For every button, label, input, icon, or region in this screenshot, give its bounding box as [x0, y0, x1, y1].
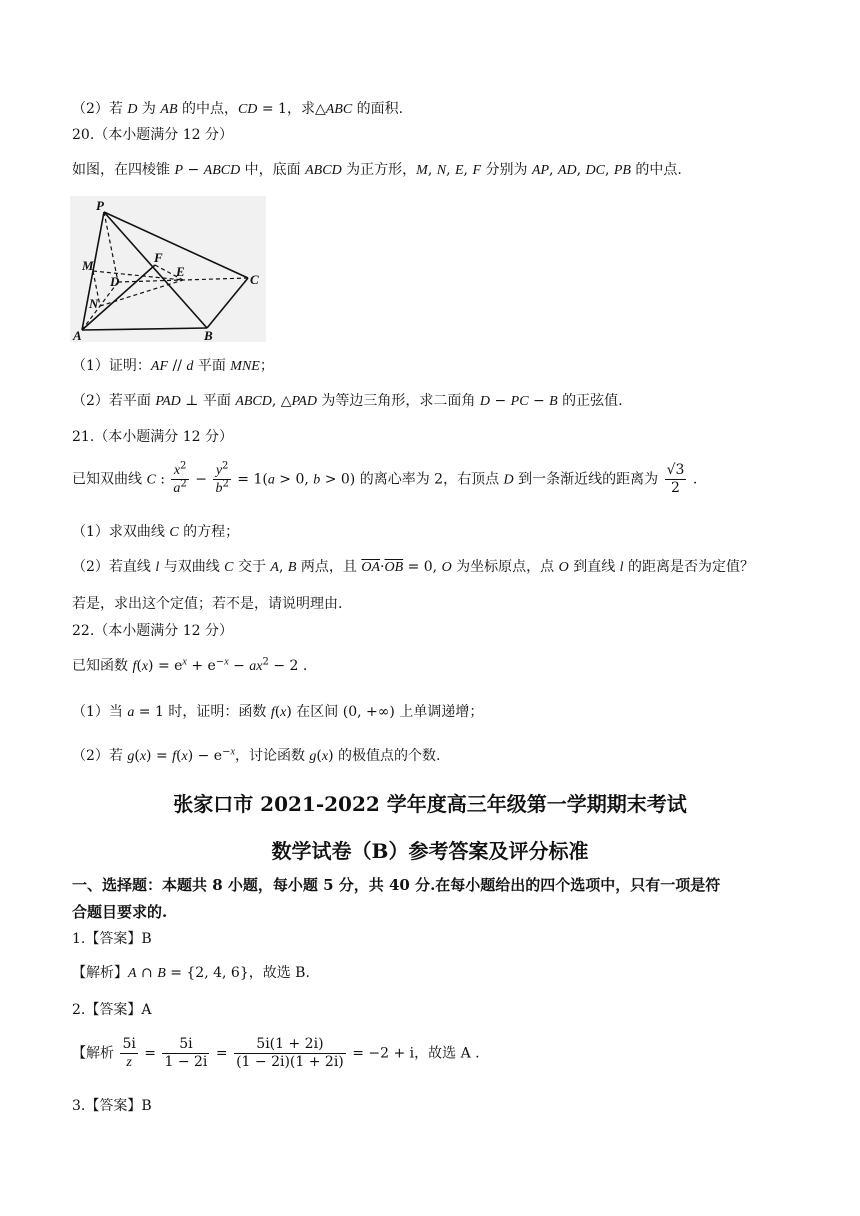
- answer-title: 张家口市 2021-2022 学年度高三年级第一学期期末考试: [173, 792, 687, 816]
- section1-heading-1: 一、选择题：本题共 8 小题，每小题 5 分，共 40 分.在每小题给出的四个选项中，只有一项是符: [72, 876, 721, 894]
- q22-header: 22.（本小题满分 12 分）: [72, 623, 233, 639]
- label-D: D: [110, 274, 120, 289]
- q21-stem: 已知双曲线 C : $\frac{x^2}{a^2}$ − $\frac{y^2}{b^2}$ = 1(a > 0, b > 0) 的离心率为 2，右顶点 D 到一条渐近线的距离为 $\frac{√3}{2}$ .: [72, 460, 698, 496]
- label-N: N: [89, 296, 99, 311]
- q20-stem: 如图，在四棱锥 P − ABCD 中，底面 ABCD 为正方形，M, N, E, F 分别为 AP, AD, DC, PB 的中点.: [72, 162, 682, 178]
- answer-subtitle: 数学试卷（B）参考答案及评分标准: [271, 839, 589, 863]
- q20-part2: （2）若平面 PAD ⊥ 平面 ABCD, △PAD 为等边三角形，求二面角 D − PC − B 的正弦值.: [72, 393, 623, 409]
- label-A: A: [73, 328, 82, 342]
- q19-part2: （2）若 D 为 AB 的中点，CD = 1，求△ABC 的面积.: [72, 101, 404, 117]
- label-C: C: [250, 272, 259, 287]
- q21-header: 21.（本小题满分 12 分）: [72, 429, 233, 445]
- answer-1-label: 1.【答案】B: [72, 931, 152, 947]
- q20-header: 20.（本小题满分 12 分）: [72, 127, 233, 143]
- q21-part2-cont: 若是，求出这个定值；若不是，请说明理由.: [72, 596, 343, 612]
- q22-part2: （2）若 $g(x) = f(x) - e^{-x}$，讨论函数 g(x) 的极值点的个数.: [72, 746, 441, 764]
- label-E: E: [176, 264, 185, 279]
- answer-2-analysis: 【解析 $\frac{5i}{z}$ = $\frac{5i}{1 - 2i}$ = $\frac{5i(1 + 2i)}{(1 - 2i)(1 + 2i)}$ = −2 + i，故选 A .: [72, 1036, 480, 1070]
- label-M: M: [82, 258, 94, 273]
- q22-stem: 已知函数 $f(x) = e^x + e^{-x} - ax^2 - 2$ .: [72, 656, 308, 674]
- pyramid-figure: [70, 196, 266, 342]
- label-B: B: [204, 328, 213, 342]
- q22-part1: （1）当 a = 1 时，证明：函数 f(x) 在区间 (0, +∞) 上单调递增；: [72, 704, 484, 720]
- q21-part2: （2）若直线 l 与双曲线 C 交于 A, B 两点，且 $\overline{OA}\cdot\overline{OB} = 0$, O 为坐标原点，点 O 到直线 l 的距离是否为定值？: [72, 559, 754, 575]
- label-F: F: [154, 250, 163, 265]
- section1-heading-2: 合题目要求的.: [72, 903, 168, 921]
- q20-part1: （1）证明：AF // d 平面 MNE；: [72, 358, 274, 374]
- answer-2-label: 2.【答案】A: [72, 1002, 152, 1018]
- answer-1-analysis: 【解析】A ∩ B = {2, 4, 6}，故选 B.: [72, 965, 310, 981]
- label-P: P: [96, 198, 104, 213]
- answer-3-label: 3.【答案】B: [72, 1098, 152, 1114]
- q21-part1: （1）求双曲线 C 的方程；: [72, 524, 240, 540]
